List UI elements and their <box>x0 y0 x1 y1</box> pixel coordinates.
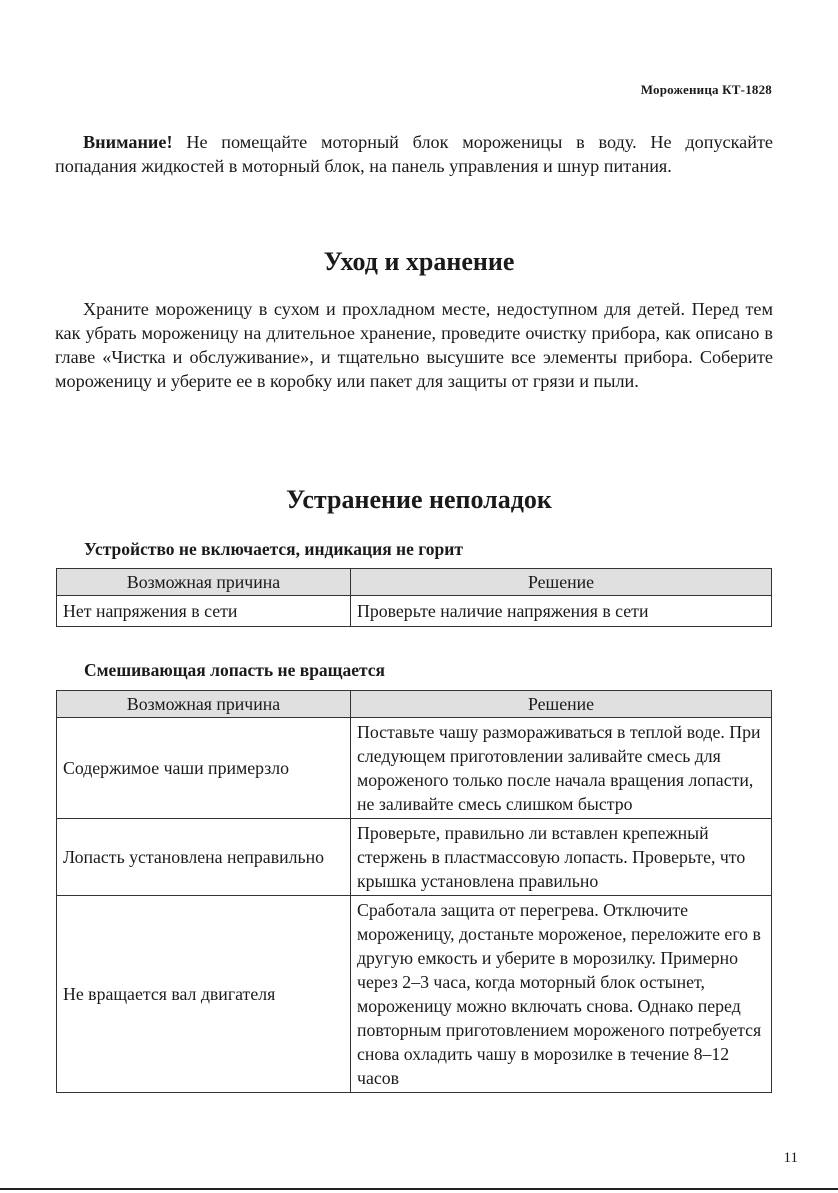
table-row <box>57 896 772 1093</box>
warning-paragraph <box>55 130 773 178</box>
warning-text: Не помещайте моторный блок мороженицы в воду. Не допускайте попадания жидкостей в моторный блок, на панель управления и шнур питания. <box>55 132 773 176</box>
troubleshooting-title: Устранение неполадок <box>286 485 552 514</box>
problem-heading-paddle: Смешивающая лопасть не вращается <box>84 660 386 680</box>
page-number: 11 <box>783 1150 798 1166</box>
bottom-divider <box>0 1188 838 1190</box>
care-paragraph: Храните мороженицу в сухом и прохладном месте, недоступном для детей. Перед тем как убрать мороженицу на длительное хранение, проведите очистку прибора, как описано в главе «Чистка и обслуживание», и тщательно высушите все элементы прибора. Соберите мороженицу и уберите ее в коробку или пакет для защиты от грязи и пыли. <box>55 299 773 391</box>
problem-heading-no-power: Устройство не включается, индикация не горит <box>84 539 463 559</box>
solution-cell: Проверьте наличие напряжения в сети <box>351 596 772 627</box>
solution-cell: Поставьте чашу размораживаться в теплой воде. При следующем приготовлении заливайте смесь для мороженого только после начала вращения лопасти, не заливайте смесь слишком быстро <box>351 718 772 819</box>
table-row <box>57 596 772 627</box>
cause-cell: Содержимое чаши примерзло <box>57 718 351 819</box>
column-header-cause: Возможная причина <box>57 691 351 718</box>
table-header-row <box>57 569 772 596</box>
cause-cell: Нет напряжения в сети <box>57 596 351 627</box>
column-header-solution: Решение <box>351 691 772 718</box>
warning-label: Внимание! <box>83 132 173 152</box>
column-header-solution: Решение <box>351 569 772 596</box>
solution-cell: Проверьте, правильно ли вставлен крепежный стержень в пластмассовую лопасть. Проверьте, что крышка установлена правильно <box>351 819 772 896</box>
cause-cell: Лопасть установлена неправильно <box>57 819 351 896</box>
table-row <box>57 819 772 896</box>
care-title: Уход и хранение <box>323 247 515 276</box>
troubleshooting-table-paddle <box>56 690 772 1093</box>
running-header: Мороженица КТ-1828 <box>640 82 772 97</box>
cause-cell: Не вращается вал двигателя <box>57 896 351 1093</box>
column-header-cause: Возможная причина <box>57 569 351 596</box>
solution-cell: Сработала защита от перегрева. Отключите мороженицу, достаньте мороженое, переложите его в другую емкость и уберите в морозилку. Примерно через 2–3 часа, когда моторный блок остынет, мороженицу можно включать снова. Однако перед повторным приготовлением мороженого потребуется снова охладить чашу в морозилке в течение 8–12 часов <box>351 896 772 1093</box>
table-row <box>57 718 772 819</box>
troubleshooting-table-power <box>56 568 772 627</box>
table-header-row <box>57 691 772 718</box>
